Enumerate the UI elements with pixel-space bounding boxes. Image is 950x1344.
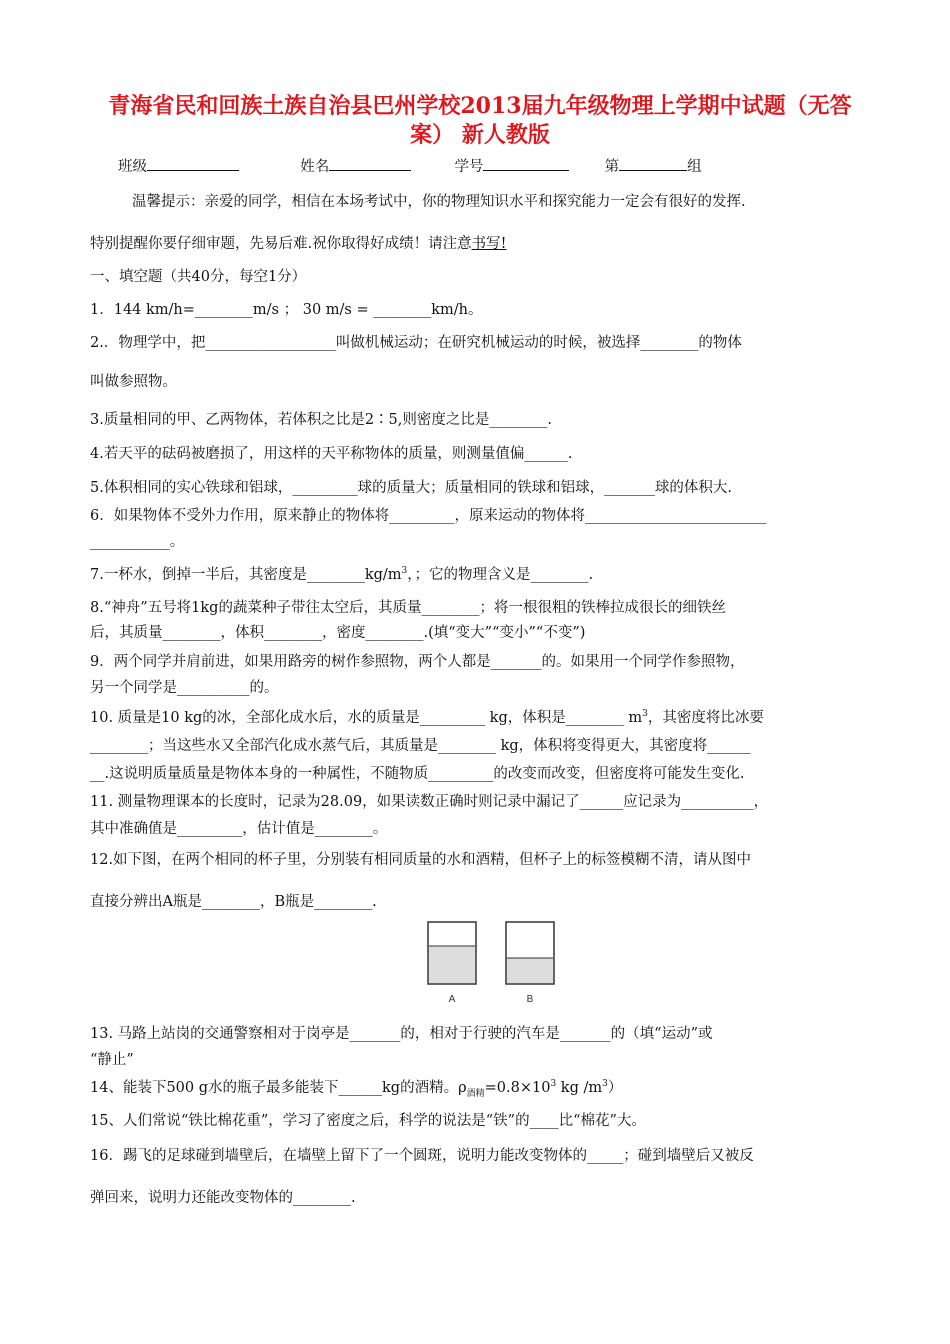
question-9-line-1: 9．两个同学并肩前进，如果用路旁的树作参照物，两个人都是_______的。如果用一个同学作参照物，: [90, 654, 745, 670]
figure-label-a: A: [448, 994, 456, 1005]
question-11-line-2: 其中准确值是_________，估计值是________。: [90, 821, 388, 837]
question-10-text-a: 10. 质量是10 kg的冰，全部化成水后，水的质量是_________ kg，体积是________ m: [90, 710, 643, 726]
tip-line-2-text: 特别提醒你要仔细审题，先易后难.祝你取得好成绩！请注意: [90, 236, 472, 252]
tip-line-2-emphasis: 书写!: [471, 236, 507, 252]
question-11-line-1: 11. 测量物理课本的长度时，记录为28.09，如果读数正确时则记录中漏记了______应记录为__________，: [90, 794, 769, 810]
question-7-superscript: 3: [401, 566, 408, 577]
question-12-line-1: 12.如下图，在两个相同的杯子里，分别装有相同质量的水和酒精，但杯子上的标签模糊不清，请从图中: [90, 852, 752, 868]
question-12-line-2: 直接分辨出A瓶是________，B瓶是________.: [90, 894, 377, 910]
class-blank[interactable]: [147, 156, 239, 171]
question-16-line-2: 弹回来，说明力还能改变物体的________.: [90, 1190, 356, 1206]
question-10-text-b: ，其密度将比冰要: [647, 710, 764, 726]
question-7-text-a: 7.一杯水，倒掉一半后，其密度是________kg/m: [90, 567, 402, 583]
question-6-line-2: ___________。: [90, 534, 185, 550]
tip-line-2: [90, 232, 506, 253]
question-7-text-b: ，；它的物理含义是________.: [407, 567, 594, 583]
group-label-suffix: 组: [687, 159, 702, 175]
question-10-superscript: 3: [642, 709, 648, 720]
student-info-row: [118, 155, 702, 176]
question-10-line-1: [90, 706, 764, 727]
question-10-line-3: __.这说明质量质量是物体本身的一种属性，不随物质_________的改变而改变，但密度将可能发生变化.: [90, 766, 745, 782]
question-1: 1．144 km/h=________m/s ； 30 m/s = ________km/h。: [90, 302, 483, 318]
tip-line-1: 温馨提示：亲爱的同学，相信在本场考试中，你的物理知识水平和探究能力一定会有很好的发挥.: [132, 194, 746, 210]
cups-figure: [420, 920, 560, 1010]
question-14-subscript: 酒精: [466, 1088, 485, 1099]
question-9-line-2: 另一个同学是__________的。: [90, 680, 279, 696]
question-4: 4.若天平的砝码被磨损了，用这样的天平称物体的质量，则测量值偏______.: [90, 446, 573, 462]
question-13-line-1: 13. 马路上站岗的交通警察相对于岗亭是_______的，相对于行驶的汽车是_______的（填“运动”或: [90, 1026, 713, 1042]
cup-b: [506, 922, 554, 984]
name-blank[interactable]: [329, 156, 411, 171]
question-14-text-d: ）: [607, 1080, 623, 1096]
figure-label-b: B: [526, 994, 534, 1005]
question-16-line-1: 16．踢飞的足球碰到墙壁后，在墙壁上留下了一个圆斑，说明力能改变物体的_____；碰到墙壁后又被反: [90, 1148, 754, 1164]
number-blank[interactable]: [483, 156, 569, 171]
cup-a: [428, 922, 476, 984]
page-title: 青海省民和回族土族自治县巴州学校2013届九年级物理上学期中试题（无答案） 新人教版: [108, 93, 852, 148]
question-14-superscript-2: 3: [602, 1079, 608, 1090]
question-13-line-2: “静止”: [90, 1052, 134, 1068]
question-8-line-2: 后，其质量________，体积________，密度________.(填“变大”“变小”“不变”): [90, 625, 586, 641]
question-14-text-c: kg /m: [556, 1080, 603, 1096]
name-label: 姓名: [300, 159, 330, 175]
group-label-prefix: 第: [604, 159, 620, 175]
question-6-line-1: 6．如果物体不受外力作用，原来静止的物体将_________，原来运动的物体将_________________________: [90, 508, 767, 524]
number-label: 学号: [454, 159, 484, 175]
question-3: 3.质量相同的甲、乙两物体，若体积之比是2∶5,则密度之比是________.: [90, 412, 553, 428]
question-14-text-a: 14、能装下500 g水的瓶子最多能装下______kg的酒精。ρ: [90, 1080, 467, 1096]
question-8-line-1: 8.“神舟”五号将1kg的蔬菜种子带往太空后，其质量________；将一根很粗的铁棒拉成很长的细铁丝: [90, 600, 726, 616]
question-7: [90, 563, 593, 584]
question-14: [90, 1076, 622, 1099]
section-heading: 一、填空题（共40分，每空1分）: [90, 269, 307, 285]
question-10-line-2: ________；当这些水又全部汽化成水蒸气后，其质量是________ kg，体积将变得更大，其密度将______: [90, 738, 751, 754]
question-5: 5.体积相同的实心铁球和铝球，_________球的质量大；质量相同的铁球和铝球，_______球的体积大.: [90, 480, 732, 496]
class-label: 班级: [118, 159, 147, 175]
question-15: 15、人们常说“铁比棉花重”，学习了密度之后，科学的说法是“铁”的____比“棉花”大。: [90, 1113, 646, 1129]
question-2-line-2: 叫做参照物。: [90, 374, 177, 390]
group-blank[interactable]: [619, 156, 687, 171]
question-2-line-1: 2.．物理学中，把__________________叫做机械运动；在研究机械运动的时候，被选择________的物体: [90, 335, 742, 351]
question-14-superscript-1: 3: [550, 1079, 557, 1090]
question-14-text-b: =0.8×10: [484, 1080, 551, 1096]
